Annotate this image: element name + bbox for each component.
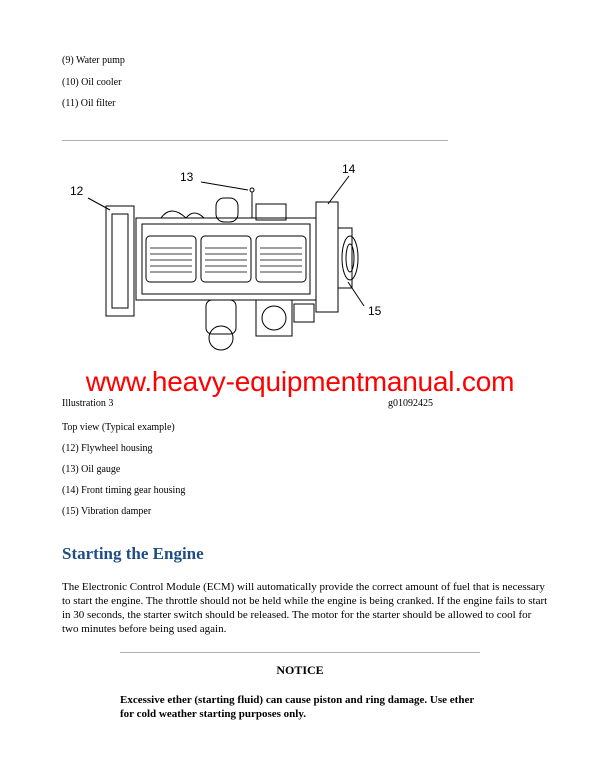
callout-12: 12 bbox=[70, 184, 84, 198]
notice-body: Excessive ether (starting fluid) can cause piston and ring damage. Use ether for cold weather starting purposes only. bbox=[120, 694, 475, 720]
list-item-water-pump: (9) Water pump bbox=[62, 55, 125, 66]
engine-top-view-illustration bbox=[66, 158, 406, 358]
callout-13: 13 bbox=[180, 170, 194, 184]
section-title: Starting the Engine bbox=[62, 544, 204, 563]
callout-14: 14 bbox=[342, 162, 356, 176]
illustration-label: Illustration 3 bbox=[62, 398, 114, 409]
notice-divider bbox=[120, 652, 480, 653]
caption-item-front-timing-gear-housing: (14) Front timing gear housing bbox=[62, 485, 186, 496]
caption-item-flywheel-housing: (12) Flywheel housing bbox=[62, 443, 153, 454]
section-body: The Electronic Control Module (ECM) will automatically provide the correct amount of fuel that is necessary to start the engine. The throttle should not be held while the engine is being cranked. If the engine fails to start in 30 seconds, the starter switch should be released. The motor for the starter should be allowed to cool for two minutes before being used again. bbox=[62, 581, 548, 635]
callout-15: 15 bbox=[368, 304, 382, 318]
caption-item-oil-gauge: (13) Oil gauge bbox=[62, 464, 121, 475]
figure-caption: Top view (Typical example) bbox=[62, 422, 175, 433]
list-item-oil-filter: (11) Oil filter bbox=[62, 98, 116, 109]
notice-title: NOTICE bbox=[276, 663, 324, 677]
caption-item-vibration-damper: (15) Vibration damper bbox=[62, 506, 152, 517]
watermark-url[interactable]: www.heavy-equipmentmanual.com bbox=[85, 366, 515, 397]
list-item-oil-cooler: (10) Oil cooler bbox=[62, 77, 122, 88]
divider-top bbox=[62, 140, 448, 141]
illustration-id: g01092425 bbox=[388, 398, 433, 409]
